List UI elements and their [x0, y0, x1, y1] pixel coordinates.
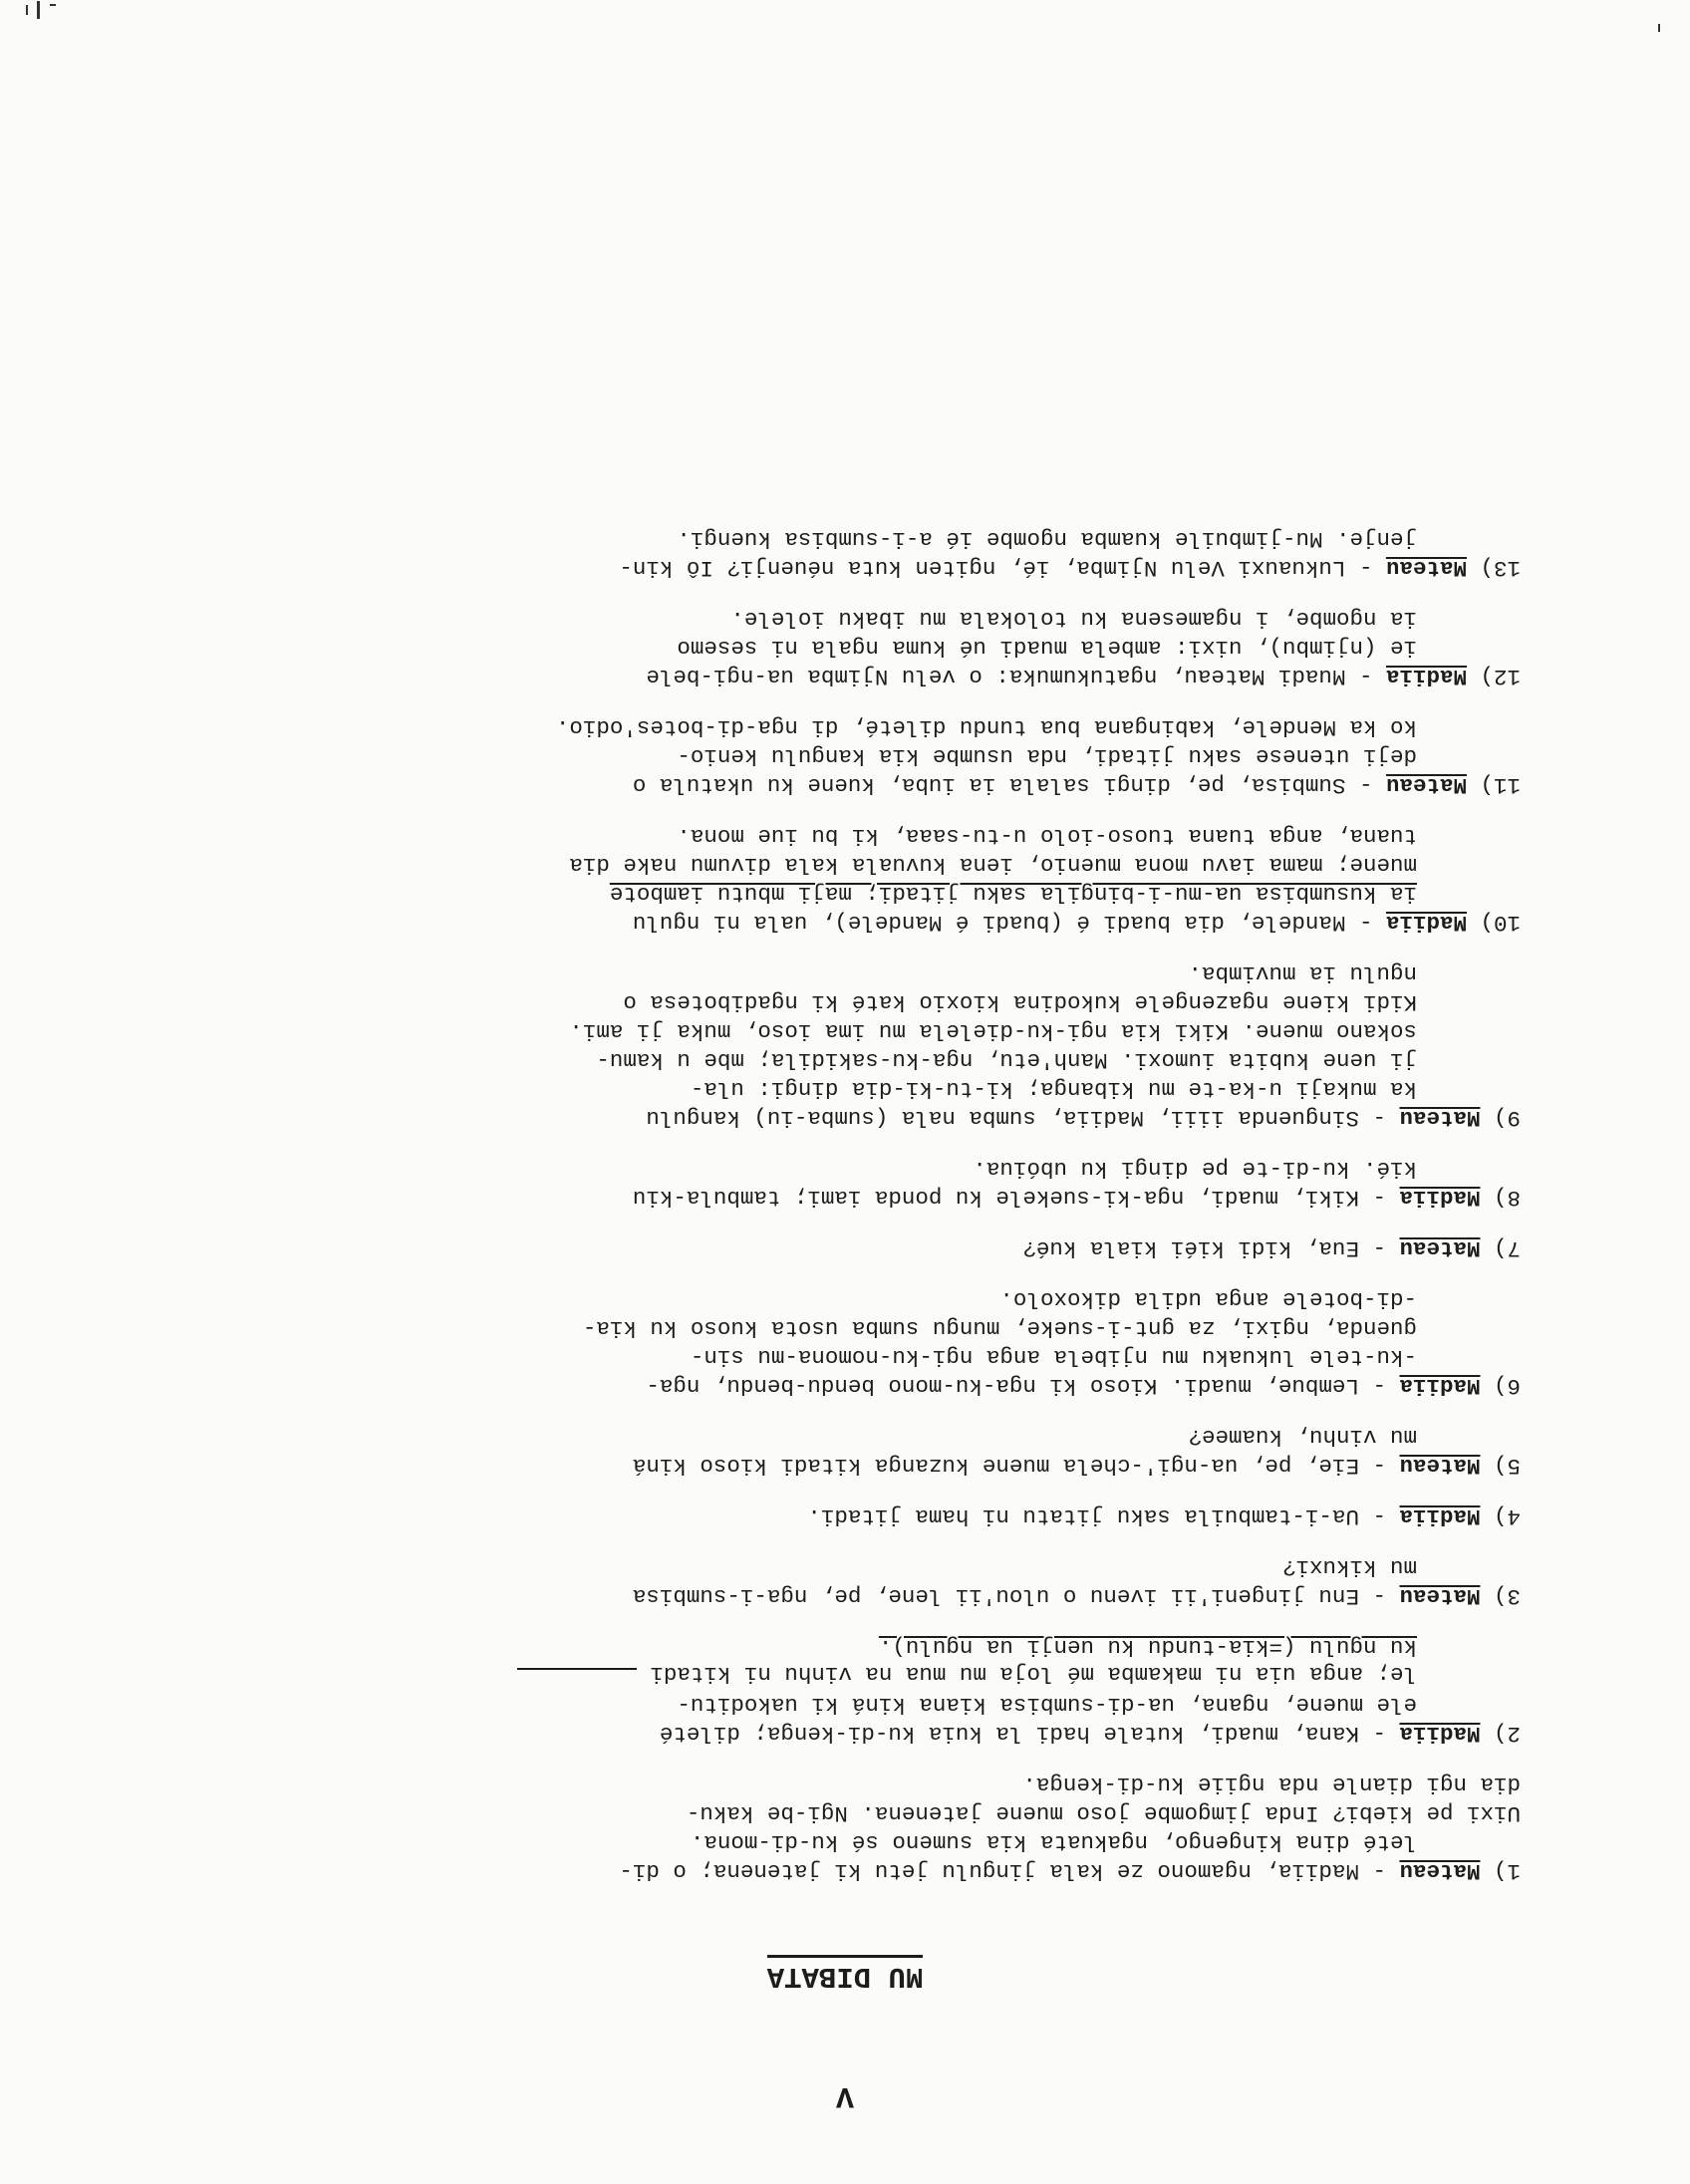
- dialogue-entry-8: [86, 1154, 1521, 1212]
- dialogue-text: ia kusumbisa ua-mu-i-bingila saku jitadi; maji mbutu iambote: [609, 881, 1417, 907]
- speaker-name: Madiia: [1399, 1185, 1481, 1211]
- dialogue-text: ia ngombe, i ngamesena ku tolokala mu ibaku iolele.: [730, 606, 1417, 632]
- underline-blank: [517, 1668, 637, 1690]
- speaker-name: Madiia: [1385, 910, 1467, 936]
- dialogue-line: 4) Madiia - Ua-i-tambuila saku jitatu ni hama jitadi.: [807, 1503, 1521, 1529]
- entry-number: 6): [1493, 1373, 1521, 1399]
- entry-number: 12): [1480, 664, 1521, 689]
- entry-number: 4): [1493, 1503, 1521, 1529]
- dialogue-text: Enu jingeni'ii ivenu o ulou'ii lene, pe, nga-i-sumbisa: [632, 1583, 1359, 1609]
- speaker-name: Mateau: [1399, 1105, 1481, 1131]
- page-number: V: [836, 2078, 855, 2112]
- dialogue-text: Mandele, dia buadi é (buadi é Mandele), uala ni ngulu: [632, 910, 1346, 936]
- dialogue-entry-3: [86, 1552, 1521, 1610]
- dialogue-text: ie (njimbu), uixi: ambela muadi ué kuma ngala ni sesemo: [677, 635, 1417, 661]
- entry-number: 7): [1493, 1235, 1521, 1261]
- scan-artifact: [26, 5, 28, 15]
- speaker-name: Mateau: [1399, 1235, 1481, 1261]
- dialogue-text: Kana, muadi, kutale hadi la kuia ku-di-kenga; dileté: [659, 1721, 1359, 1747]
- dialogue-line: 11) Mateau - Sumbisa, pe, dingi salala ia iuba, kuene ku ukatula o: [632, 772, 1521, 798]
- dialogue-entry-2: [86, 1632, 1521, 1748]
- entry-number: 10): [1480, 910, 1521, 936]
- scan-artifact: [37, 1, 40, 19]
- dialogue-text: Eie, pe, ua-ngi'-chela muene kuzanga kitadi kioso kiná: [632, 1453, 1359, 1479]
- dialogue-text: ku ngulu (=kia-tundu ku uenji ua ngulu).: [878, 1634, 1417, 1660]
- dialogue-text: kié. ku-di-te pe dingi ku ubóiua.: [973, 1156, 1417, 1182]
- dialogue-text: muene; mama iavu mona muenio, iena kuvuala kala divumu nake dia: [569, 852, 1417, 878]
- dialogue-text: Muadi Mateau, ngatukumuka: o velu Njimba ua-ngi-bele: [646, 664, 1346, 689]
- speaker-name: Mateau: [1399, 1583, 1481, 1609]
- dialogue-entry-10: [86, 821, 1521, 937]
- speaker-name: Madiia: [1385, 664, 1467, 689]
- dialogue-text: -di-botele anga udila dikoxolo.: [999, 1286, 1417, 1312]
- entry-number: 11): [1480, 772, 1521, 798]
- dialogue-text: Madiia, ngamono ze kala jingulu jetu ki jatenena; o di-: [619, 1858, 1359, 1884]
- page-title-text: MU DIBATA: [767, 1955, 924, 1993]
- speaker-name: Madiia: [1399, 1503, 1481, 1529]
- entry-number: 5): [1493, 1453, 1521, 1479]
- dialogue-line: 5) Mateau - Eie, pe, ua-ngi'-chela muene kuzanga kitadi kioso kiná: [632, 1453, 1521, 1479]
- dialogue-text: ko ka Mendele, kabingana bua tundu dileté, di nga-di-botes'odio.: [555, 714, 1417, 740]
- dialogue-entry-11: [86, 712, 1521, 799]
- dialogue-line: 1) Mateau - Madiia, ngamono ze kala jingulu jetu ki jatenena; o di-: [619, 1858, 1521, 1884]
- dialogue-entry-4: [86, 1502, 1521, 1530]
- dialogue-text: -ku-tele lukuaku mu njibela anga ngi-ku-nomona-mu sin-: [690, 1344, 1417, 1370]
- dialogue-entry-6: [86, 1284, 1521, 1400]
- dialogue-line: 13) Mateau - Lukuauxi Velu Njimba, ié, ngiten kuta néuenji? Iô kin-: [619, 555, 1521, 581]
- dialogue-text: leté dina kingengo, ngakuata kia sumeno sé ku-di-mona.: [690, 1829, 1417, 1855]
- entry-number: 13): [1480, 555, 1521, 581]
- dialogue-entry-12: [86, 604, 1521, 690]
- dialogue-text: ele muene, ngana, ua-di-sumbisa kiana kiná ki uakoditu-: [677, 1692, 1417, 1718]
- dialogue-text: Lukuauxi Velu Njimba, ié, ngiten kuta néuenji? Iô kin-: [619, 555, 1346, 581]
- entry-number: 3): [1493, 1583, 1521, 1609]
- speaker-name: Mateau: [1399, 1858, 1481, 1884]
- dialogue-text: Ua-i-tambuila saku jitatu ni hama jitadi.: [807, 1503, 1359, 1529]
- dialogue-line: 6) Madiia - Lembue, muadi. Kioso ki nga-ku-mono bendu-bendu, nga-: [646, 1373, 1521, 1399]
- dialogue-text: mu vinhu, kuamee?: [1188, 1424, 1417, 1450]
- entry-number: 1): [1493, 1858, 1521, 1884]
- dialogue-line: 10) Madiia - Mandele, dia buadi é (buadi é Mandele), uala ni ngulu: [632, 910, 1521, 936]
- dialogue-text: deji utenese saku jitadi, nda usumbe kia kangulu kenio-: [677, 743, 1417, 769]
- dialogue-text: Sumbisa, pe, dingi salala ia iuba, kuene ku ukatula o: [632, 772, 1346, 798]
- dialogue-text: guenda, ngixi, za gnt-i-sueke, mungu sumba usota kuoso ku kia-: [582, 1315, 1417, 1341]
- dialogue-entry-7: [86, 1233, 1521, 1262]
- dialogue-text: Lembue, muadi. Kioso ki nga-ku-mono bendu-bendu, nga-: [646, 1373, 1359, 1399]
- dialogue-line: 9) Mateau - Singuenda iiii, Madiia, sumba nala (sumba-iu) kangulu: [646, 1105, 1521, 1131]
- entry-number: 9): [1493, 1105, 1521, 1131]
- dialogue-body: [86, 502, 1521, 1885]
- dialogue-text: ka mukaji u-ka-te mu kibanga; ki-tu-ki-dia dingi: ula-: [690, 1076, 1417, 1102]
- page-title: [0, 1960, 1690, 1993]
- dialogue-entry-9: [86, 958, 1521, 1132]
- dialogue-text: jenje. Mu-jimbuile kuamba ngombe ié a-i-sumbisa kuengi.: [677, 526, 1417, 552]
- dialogue-line: 3) Mateau - Enu jingeni'ii ivenu o ulou'ii lene, pe, nga-i-sumbisa: [632, 1583, 1521, 1609]
- dialogue-entry-1: [86, 1770, 1521, 1885]
- speaker-name: Madiia: [1399, 1373, 1481, 1399]
- dialogue-text: sokano muene. Kiki kia ngi-ku-dielela mu ima ioso, muka ji ami.: [569, 1018, 1417, 1044]
- entry-number: 8): [1493, 1185, 1521, 1211]
- dialogue-text: Singuenda iiii, Madiia, sumba nala (sumba-iu) kangulu: [646, 1105, 1359, 1131]
- dialogue-line: 7) Mateau - Eua, kidi kiéi kiala kué?: [1022, 1235, 1521, 1261]
- dialogue-text: Kiki, muadi, nga-ki-suekele ku ponda iami; tambula-kiu: [632, 1185, 1359, 1211]
- dialogue-text: Uixi pe kiebi? Inda jimgombe joso muene jatenena. Ngi-be kaku-: [686, 1800, 1521, 1826]
- dialogue-text: Kidi kiene ngazengele kukodina kioxio katé ki ngadibotesa o: [623, 989, 1417, 1015]
- dialogue-text: Eua, kidi kiéi kiala kué?: [1022, 1235, 1359, 1261]
- speaker-name: Madiia: [1399, 1721, 1481, 1747]
- dialogue-text: tuana, anga tuana tuoso-iolo u-tu-saaa, ki bu iue mona.: [677, 823, 1417, 849]
- speaker-name: Mateau: [1399, 1453, 1481, 1479]
- dialogue-entry-13: [86, 524, 1521, 582]
- dialogue-text: mu kikuxi?: [1281, 1554, 1417, 1580]
- dialogue-text: le; anga uia ni makamba mé loja mu mua na vinhu ni kitadi: [650, 1661, 1417, 1687]
- scan-artifact: [50, 4, 56, 6]
- dialogue-text: ngulu ia muvimba.: [1188, 960, 1417, 986]
- dialogue-entry-5: [86, 1422, 1521, 1480]
- dialogue-line: 8) Madiia - Kiki, muadi, nga-ki-suekele ku ponda iami; tambula-kiu: [632, 1185, 1521, 1211]
- speaker-name: Mateau: [1385, 555, 1467, 581]
- dialogue-line: [86, 1661, 1521, 1690]
- dialogue-text: ji uene kubita iumoxi. Manh'etu, nga-ku-sakidila; mbe u kamu-: [596, 1047, 1417, 1073]
- speaker-name: Mateau: [1385, 772, 1467, 798]
- dialogue-line: 12) Madiia - Muadi Mateau, ngatukumuka: o velu Njimba ua-ngi-bele: [646, 664, 1521, 689]
- entry-number: 2): [1493, 1721, 1521, 1747]
- dialogue-line: 2) Madiia - Kana, muadi, kutale hadi la kuia ku-di-kenga; dileté: [659, 1721, 1521, 1747]
- dialogue-text: dia ngi dianle nda ngiie ku-di-kenga.: [1022, 1772, 1521, 1797]
- scan-artifact: [1658, 24, 1660, 32]
